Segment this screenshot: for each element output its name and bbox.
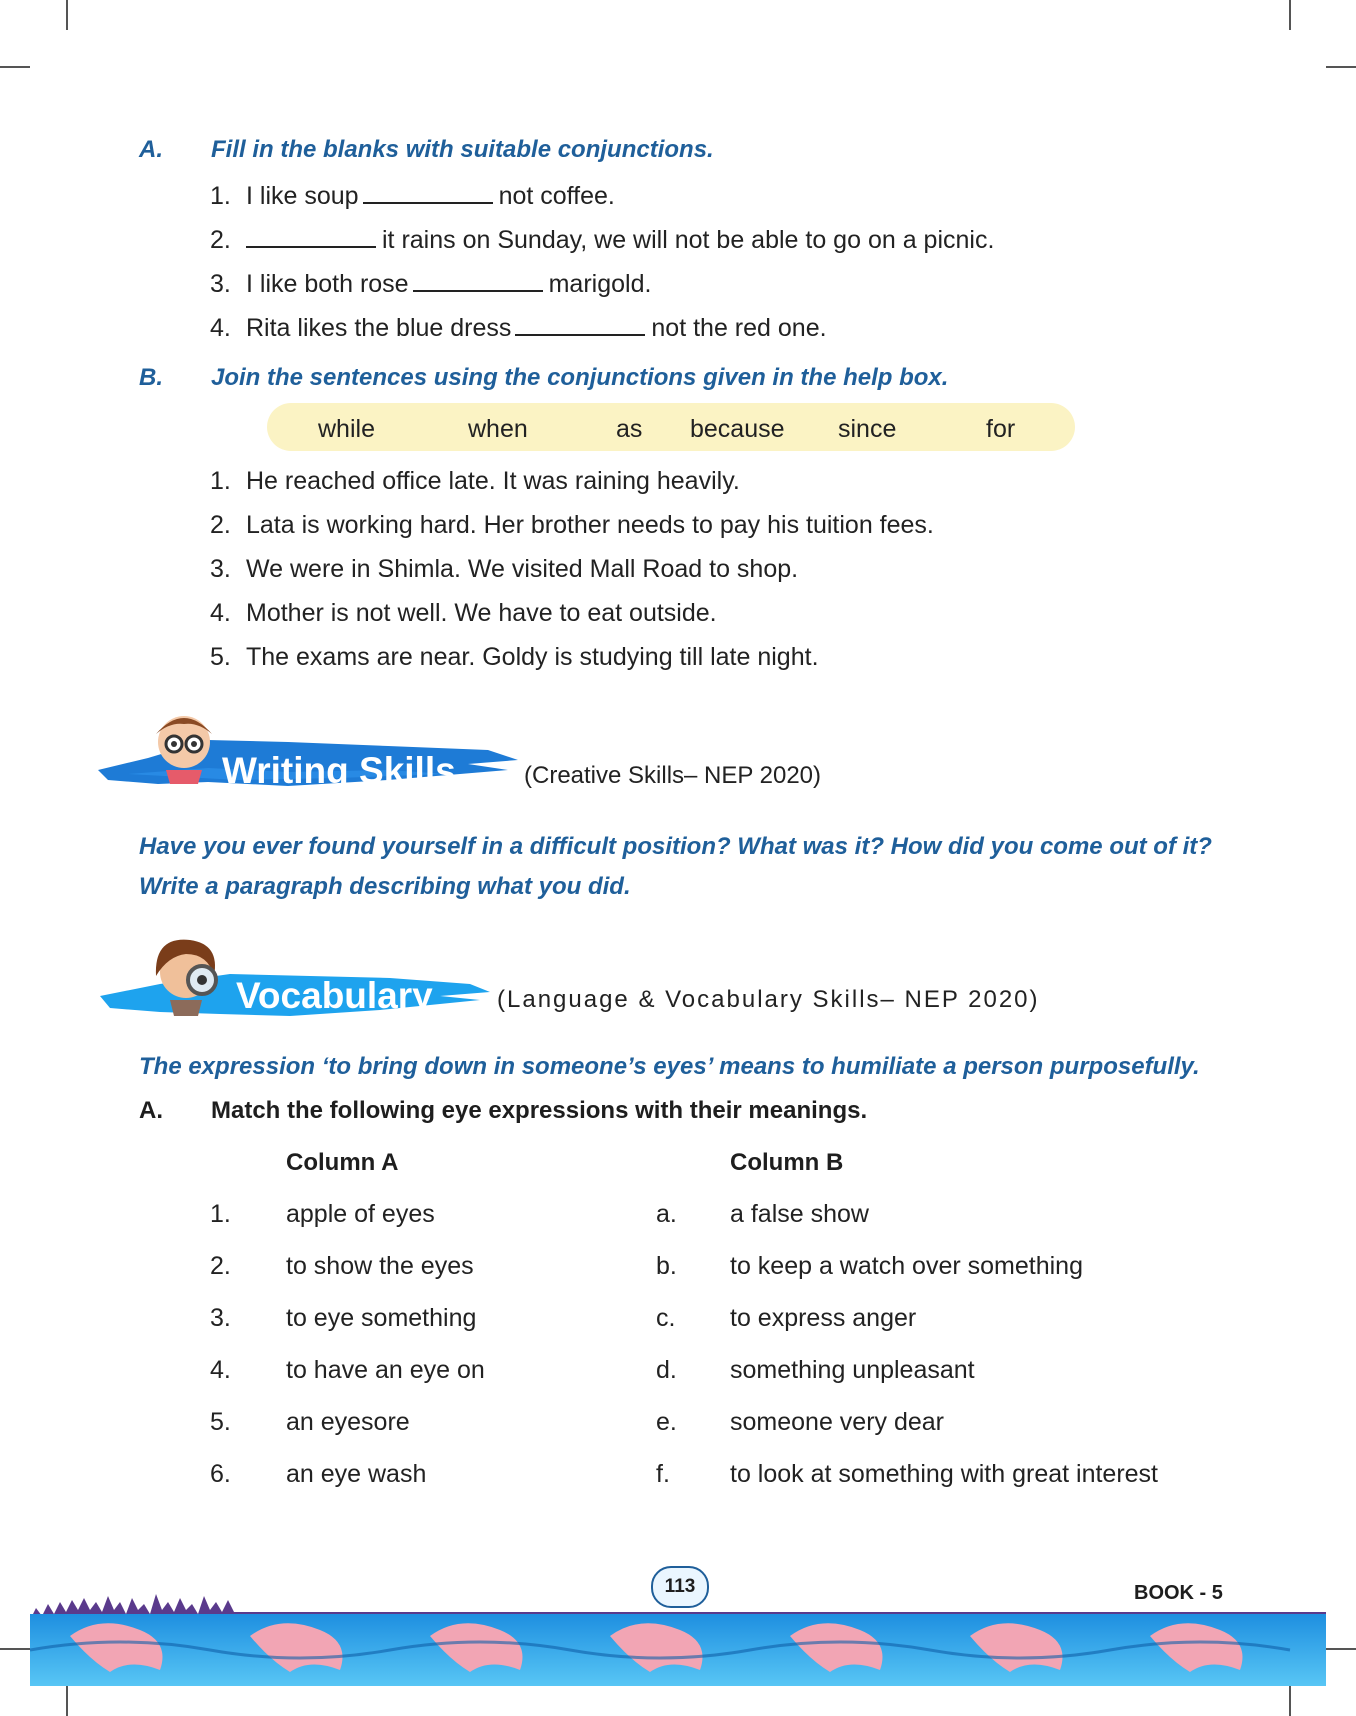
join-sentence-1 xyxy=(210,467,740,496)
sentence-number: 4. xyxy=(210,599,231,627)
row-letter: c. xyxy=(656,1304,676,1332)
row-number: 2. xyxy=(210,1252,231,1280)
column-a-item: to have an eye on xyxy=(286,1356,485,1384)
question-text-before: Rita likes the blue dress xyxy=(246,314,512,342)
question-text-before: I like both rose xyxy=(246,270,409,298)
join-sentence-3 xyxy=(210,555,798,584)
sentence-number: 3. xyxy=(210,555,231,583)
section-a-letter: A. xyxy=(139,136,163,163)
help-box xyxy=(267,403,1075,451)
question-text-after: it rains on Sunday, we will not be able to go on a picnic. xyxy=(382,226,995,254)
row-letter: f. xyxy=(656,1460,670,1488)
expression-note: The expression ‘to bring down in someone’s eyes’ means to humiliate a person purposefully. xyxy=(139,1053,1200,1080)
column-b-header: Column B xyxy=(730,1149,844,1176)
question-text-after: marigold. xyxy=(548,270,652,298)
book-label: BOOK - 5 xyxy=(1134,1582,1223,1604)
help-word: as xyxy=(616,415,643,443)
writing-prompt-line-1: Have you ever found yourself in a difficult position? What was it? How did you come out of it? xyxy=(139,833,1212,860)
section-b-letter: B. xyxy=(139,364,163,391)
column-a-item: an eyesore xyxy=(286,1408,410,1436)
sentence-text: The exams are near. Goldy is studying till late night. xyxy=(246,643,819,671)
row-number: 5. xyxy=(210,1408,231,1436)
row-number: 1. xyxy=(210,1200,231,1228)
sentence-text: We were in Shimla. We visited Mall Road to shop. xyxy=(246,555,799,583)
vocab-section-title: Match the following eye expressions with their meanings. xyxy=(211,1097,868,1124)
column-b-item: a false show xyxy=(730,1200,869,1228)
page-number: 113 xyxy=(651,1566,709,1608)
question-number: 3. xyxy=(210,270,231,298)
help-word: when xyxy=(468,415,528,443)
row-number: 6. xyxy=(210,1460,231,1488)
vocabulary-title: Vocabulary xyxy=(236,975,433,1016)
writing-prompt-line-2: Write a paragraph describing what you did. xyxy=(139,873,631,900)
crop-mark xyxy=(1289,1686,1291,1716)
row-letter: b. xyxy=(656,1252,677,1280)
question-text-after: not the red one. xyxy=(651,314,827,342)
writing-skills-subtitle: (Creative Skills– NEP 2020) xyxy=(524,762,822,789)
column-a-item: to show the eyes xyxy=(286,1252,474,1280)
question-text-before: I like soup xyxy=(246,182,359,210)
join-sentence-5 xyxy=(210,643,819,672)
vocabulary-subtitle: (Language & Vocabulary Skills– NEP 2020) xyxy=(497,986,1040,1013)
column-a-header: Column A xyxy=(286,1149,399,1176)
help-word: while xyxy=(318,415,375,443)
answer-blank[interactable] xyxy=(363,180,493,204)
column-a-item: apple of eyes xyxy=(286,1200,435,1228)
join-sentence-2 xyxy=(210,511,934,540)
question-number: 1. xyxy=(210,182,231,210)
blank-question-2 xyxy=(210,224,994,255)
crop-mark xyxy=(1326,66,1356,68)
section-a-title: Fill in the blanks with suitable conjunctions. xyxy=(211,136,714,163)
section-b-title: Join the sentences using the conjunctions given in the help box. xyxy=(211,364,949,391)
answer-blank[interactable] xyxy=(246,224,376,248)
column-a-item: to eye something xyxy=(286,1304,477,1332)
help-word: for xyxy=(986,415,1016,443)
answer-blank[interactable] xyxy=(413,268,543,292)
question-text-after: not coffee. xyxy=(498,182,615,210)
crop-mark xyxy=(0,1648,30,1650)
column-b-item: to look at something with great interest xyxy=(730,1460,1159,1488)
sentence-text: Lata is working hard. Her brother needs to pay his tuition fees. xyxy=(246,511,934,539)
blank-question-3 xyxy=(210,268,651,299)
crop-mark xyxy=(66,0,68,30)
blank-question-4 xyxy=(210,312,827,343)
blank-question-1 xyxy=(210,180,615,211)
join-sentence-4 xyxy=(210,599,717,628)
question-number: 4. xyxy=(210,314,231,342)
help-word: since xyxy=(838,415,897,443)
column-a-item: an eye wash xyxy=(286,1460,427,1488)
row-letter: a. xyxy=(656,1200,677,1228)
sentence-text: Mother is not well. We have to eat outside. xyxy=(246,599,717,627)
row-letter: d. xyxy=(656,1356,677,1384)
crop-mark xyxy=(1326,1648,1356,1650)
column-b-item: to express anger xyxy=(730,1304,917,1332)
sentence-text: He reached office late. It was raining heavily. xyxy=(246,467,740,495)
help-word: because xyxy=(690,415,785,443)
answer-blank[interactable] xyxy=(515,312,645,336)
question-number: 2. xyxy=(210,226,231,254)
row-letter: e. xyxy=(656,1408,677,1436)
column-b-item: someone very dear xyxy=(730,1408,945,1436)
crop-mark xyxy=(1289,0,1291,30)
row-number: 3. xyxy=(210,1304,231,1332)
crop-mark xyxy=(66,1686,68,1716)
writing-skills-title: Writing Skills xyxy=(222,750,456,791)
vocab-section-letter: A. xyxy=(139,1097,163,1124)
column-b-item: to keep a watch over something xyxy=(730,1252,1083,1280)
crop-mark xyxy=(0,66,30,68)
column-b-item: something unpleasant xyxy=(730,1356,975,1384)
sentence-number: 2. xyxy=(210,511,231,539)
sentence-number: 5. xyxy=(210,643,231,671)
row-number: 4. xyxy=(210,1356,231,1384)
sentence-number: 1. xyxy=(210,467,231,495)
